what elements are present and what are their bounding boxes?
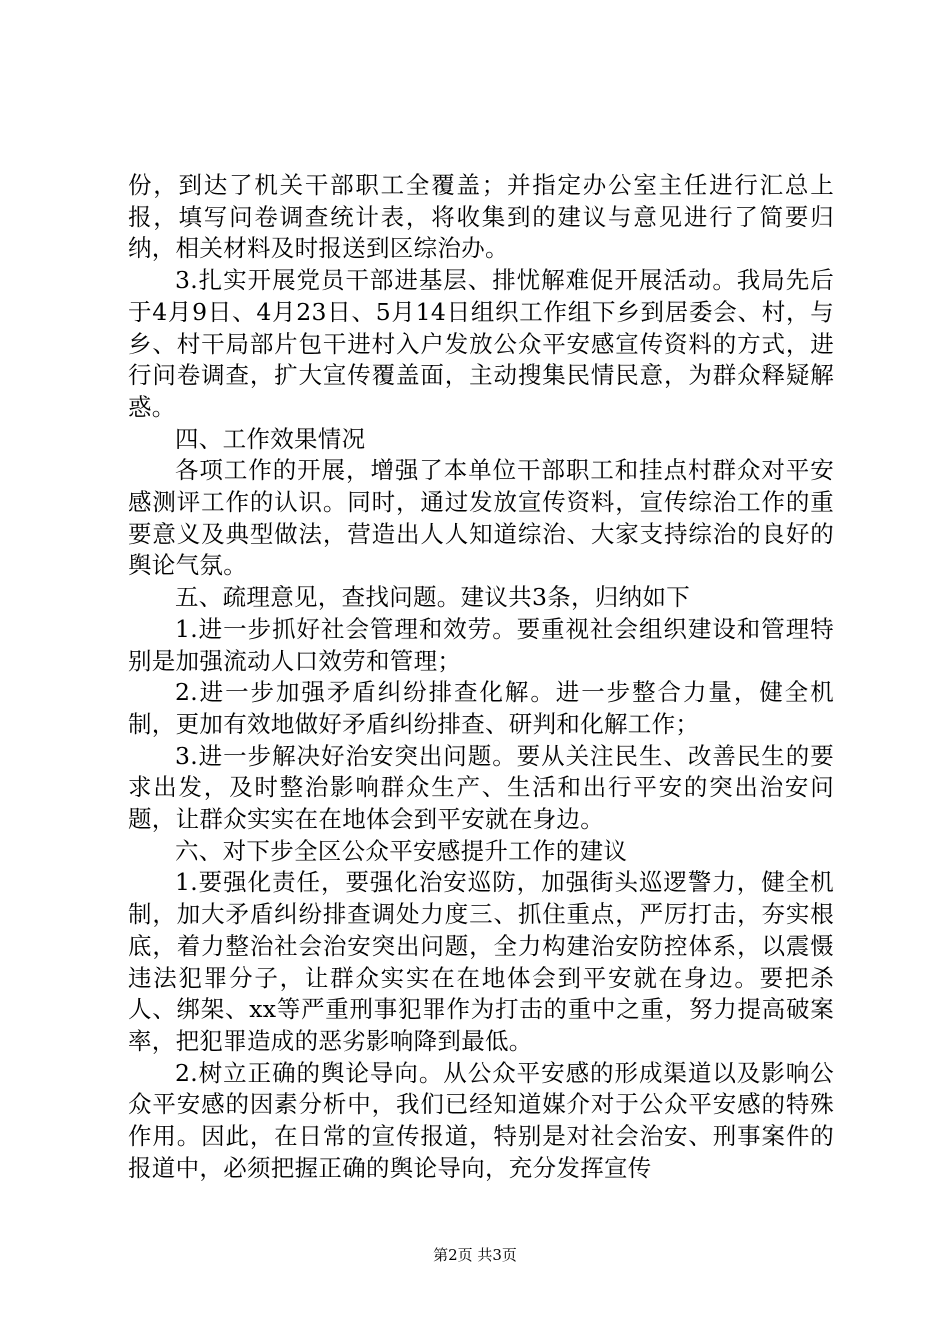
paragraph-suggestion-3: 3.进一步解决好治安突出问题。要从关注民生、改善民生的要求出发，及时整治影响群众生产、生活和出行平安的突出治安问题，让群众实实在在地体会到平安就在身边。 xyxy=(128,741,834,834)
paragraph-continuation: 份，到达了机关干部职工全覆盖；并指定办公室主任进行汇总上报，填写问卷调查统计表，将收集到的建议与意见进行了简要归纳，相关材料及时报送到区综治办。 xyxy=(128,171,834,263)
paragraph-recommendation-1: 1.要强化责任，要强化治安巡防，加强街头巡逻警力，健全机制，加大矛盾纠纷排查调处力度三、抓住重点，严厉打击，夯实根底，着力整治社会治安突出问题，全力构建治安防控体系，以震慑违法犯罪分子，让群众实实在在地体会到平安就在身边。要把杀人、绑架、xx等严重刑事犯罪作为打击的重中之重，努力提高破案率，把犯罪造成的恶劣影响降到最低。 xyxy=(128,868,834,1055)
section-heading-4: 四、工作效果情况 xyxy=(175,424,366,453)
paragraph-recommendation-2: 2.树立正确的舆论导向。从公众平安感的形成渠道以及影响公众平安感的因素分析中，我们已经知道媒介对于公众平安感的特殊作用。因此，在日常的宣传报道，特别是对社会治安、刑事案件的报道中，必须把握正确的舆论导向，充分发挥宣传 xyxy=(128,1058,834,1182)
paragraph-item-3-grassroots: 3.扎实开展党员干部进基层、排忧解难促开展活动。我局先后于4月9日、4月23日、5月14日组织工作组下乡到居委会、村，与乡、村干局部片包干进村入户发放公众平安感宣传资料的方式，进行问卷调查，扩大宣传覆盖面，主动搜集民情民意，为群众释疑解惑。 xyxy=(128,266,834,421)
paragraph-work-effects: 各项工作的开展，增强了本单位干部职工和挂点村群众对平安感测评工作的认识。同时，通过发放宣传资料，宣传综治工作的重要意义及典型做法，营造出人人知道综治、大家支持综治的良好的舆论气氛。 xyxy=(128,456,834,580)
paragraph-suggestion-1: 1.进一步抓好社会管理和效劳。要重视社会组织建设和管理特别是加强流动人口效劳和管理； xyxy=(128,614,834,675)
paragraph-suggestion-2: 2.进一步加强矛盾纠纷排查化解。进一步整合力量，健全机制，更加有效地做好矛盾纠纷排查、研判和化解工作； xyxy=(128,678,834,738)
section-heading-6: 六、对下步全区公众平安感提升工作的建议 xyxy=(175,836,628,865)
page-number-footer: 第2页 共3页 xyxy=(433,1246,517,1264)
section-heading-5: 五、疏理意见，查找问题。建议共3条，归纳如下 xyxy=(175,583,691,612)
document-body xyxy=(128,170,834,1185)
